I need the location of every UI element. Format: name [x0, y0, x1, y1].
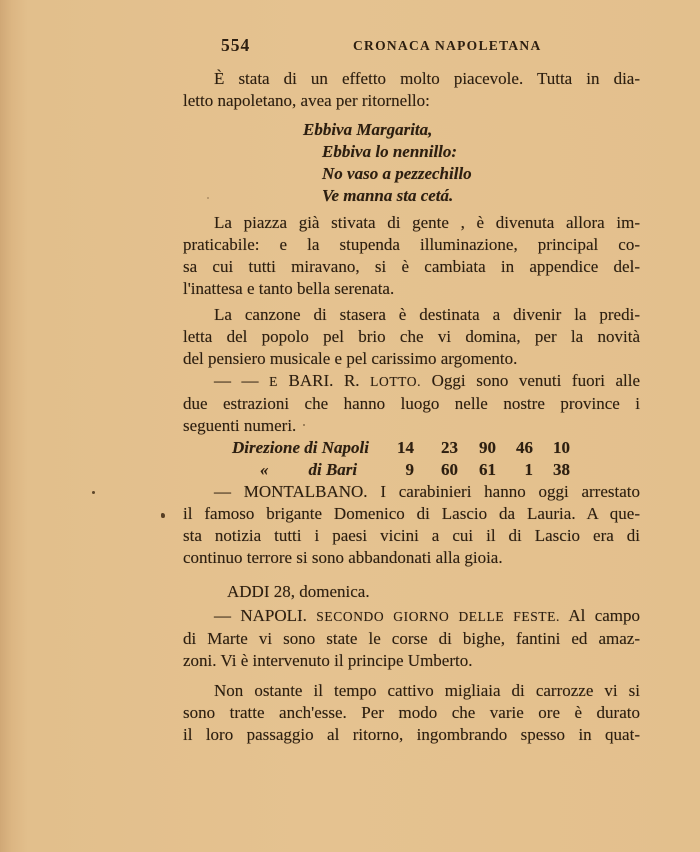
lottery-number: 9 [405, 460, 414, 479]
entry-name: BARI. R. [288, 371, 360, 390]
text-line: praticabile: e la stupenda illuminazione, principal co- [183, 235, 640, 254]
paragraph-napoli-feste [183, 605, 640, 672]
text-line [183, 481, 640, 503]
scan-speck [207, 197, 209, 199]
verse-block [183, 119, 640, 207]
lottery-row-bari [183, 459, 640, 481]
lottery-number: 1 [524, 460, 533, 479]
text-line: il loro passaggio al ritorno, ingombrando spesso in quat- [183, 725, 640, 744]
text-line: del pensiero musicale e pel carissimo argomento. [183, 349, 518, 368]
page-header [183, 35, 640, 53]
verse-line: Ebbiva Margarita, [303, 120, 433, 139]
text-line: sono tratte anch'esse. Per modo che varie ore è durato [183, 703, 640, 722]
text-line: due estrazioni che hanno luogo nelle nostre province i [183, 394, 640, 413]
paragraph-canzone [183, 304, 640, 370]
entry-text: Oggi sono venuti fuori alle [431, 371, 641, 390]
running-title: CRONACA NAPOLETANA [353, 38, 542, 53]
smallcaps-text: E [269, 374, 278, 389]
scan-speck [303, 424, 305, 426]
lottery-results [183, 437, 640, 481]
text-line: sa cui tutti miravano, si è cambiata in appendice del- [183, 257, 640, 276]
text-line [183, 370, 640, 393]
page-number: 554 [221, 35, 251, 55]
text-line: Non ostante il tempo cattivo migliaia di carrozze vi si [214, 681, 640, 700]
entry-text: I carabinieri hanno oggi arrestato [380, 482, 640, 501]
lottery-number: 23 [441, 438, 458, 457]
smallcaps-text: LOTTO. [370, 374, 422, 389]
entry-dash: — [214, 482, 231, 501]
text-line: La canzone di stasera è destinata a divenir la predi- [214, 305, 640, 324]
paragraph-lotto-entry [183, 370, 640, 437]
verse-line: Ve manna sta cetá. [322, 186, 454, 205]
entry-name: MONTALBANO. [243, 482, 368, 501]
text-line: continuo terrore si sono abbandonati alla gioia. [183, 548, 503, 567]
scan-speck [161, 513, 165, 518]
date-heading: ADDI 28, domenica. [227, 582, 370, 601]
text-line: l'inattesa e tanto bella serenata. [183, 279, 395, 298]
ditto-mark: « [260, 460, 269, 479]
paragraph-piazza [183, 212, 640, 300]
text-line: seguenti numeri. [183, 416, 297, 435]
entry-text: Al campo [568, 606, 641, 625]
text-line: È stata di un effetto molto piacevole. Tutta in dia- [214, 69, 640, 88]
lottery-number: 60 [441, 460, 458, 479]
lottery-city: di Bari [308, 460, 358, 479]
lottery-number: 90 [479, 438, 496, 457]
lottery-row-napoli [183, 437, 640, 459]
verse-line: Ebbiva lo nennillo: [322, 142, 458, 161]
lottery-number: 10 [553, 438, 570, 457]
smallcaps-text: SECONDO GIORNO DELLE FESTE. [316, 609, 560, 624]
paragraph-carrozze [183, 680, 640, 746]
text-line [183, 605, 640, 628]
lottery-label [183, 459, 376, 481]
verse-line: No vaso a pezzechillo [322, 164, 472, 183]
lottery-number: 46 [516, 438, 533, 457]
lottery-number: 38 [553, 460, 570, 479]
lottery-number: 61 [479, 460, 496, 479]
paragraph-intro [183, 68, 640, 112]
scan-speck [92, 491, 95, 494]
text-line: letto napoletano, avea per ritornello: [183, 91, 430, 110]
text-block [183, 35, 640, 746]
entry-dash: — [214, 606, 231, 625]
text-line: di Marte vi sono state le corse di bighe, fantini ed amaz- [183, 629, 640, 648]
text-line: zoni. Vi è intervenuto il principe Umberto. [183, 651, 473, 670]
entry-dashes: — — [214, 371, 259, 390]
text-line: letta del popolo pel brio che vi domina, per la novità [183, 327, 640, 346]
text-line: il famoso brigante Domenico di Lascio da Lauria. A que- [183, 504, 640, 523]
text-line: La piazza già stivata di gente , è divenuta allora im- [214, 213, 640, 232]
text-line: sta notizia tutti i paesi vicini a cui il di Lascio era di [183, 526, 640, 545]
paragraph-montalbano [183, 481, 640, 569]
lottery-label: Direzione di Napoli [232, 438, 369, 457]
entry-name: NAPOLI. [240, 606, 307, 625]
lottery-number: 14 [397, 438, 414, 457]
